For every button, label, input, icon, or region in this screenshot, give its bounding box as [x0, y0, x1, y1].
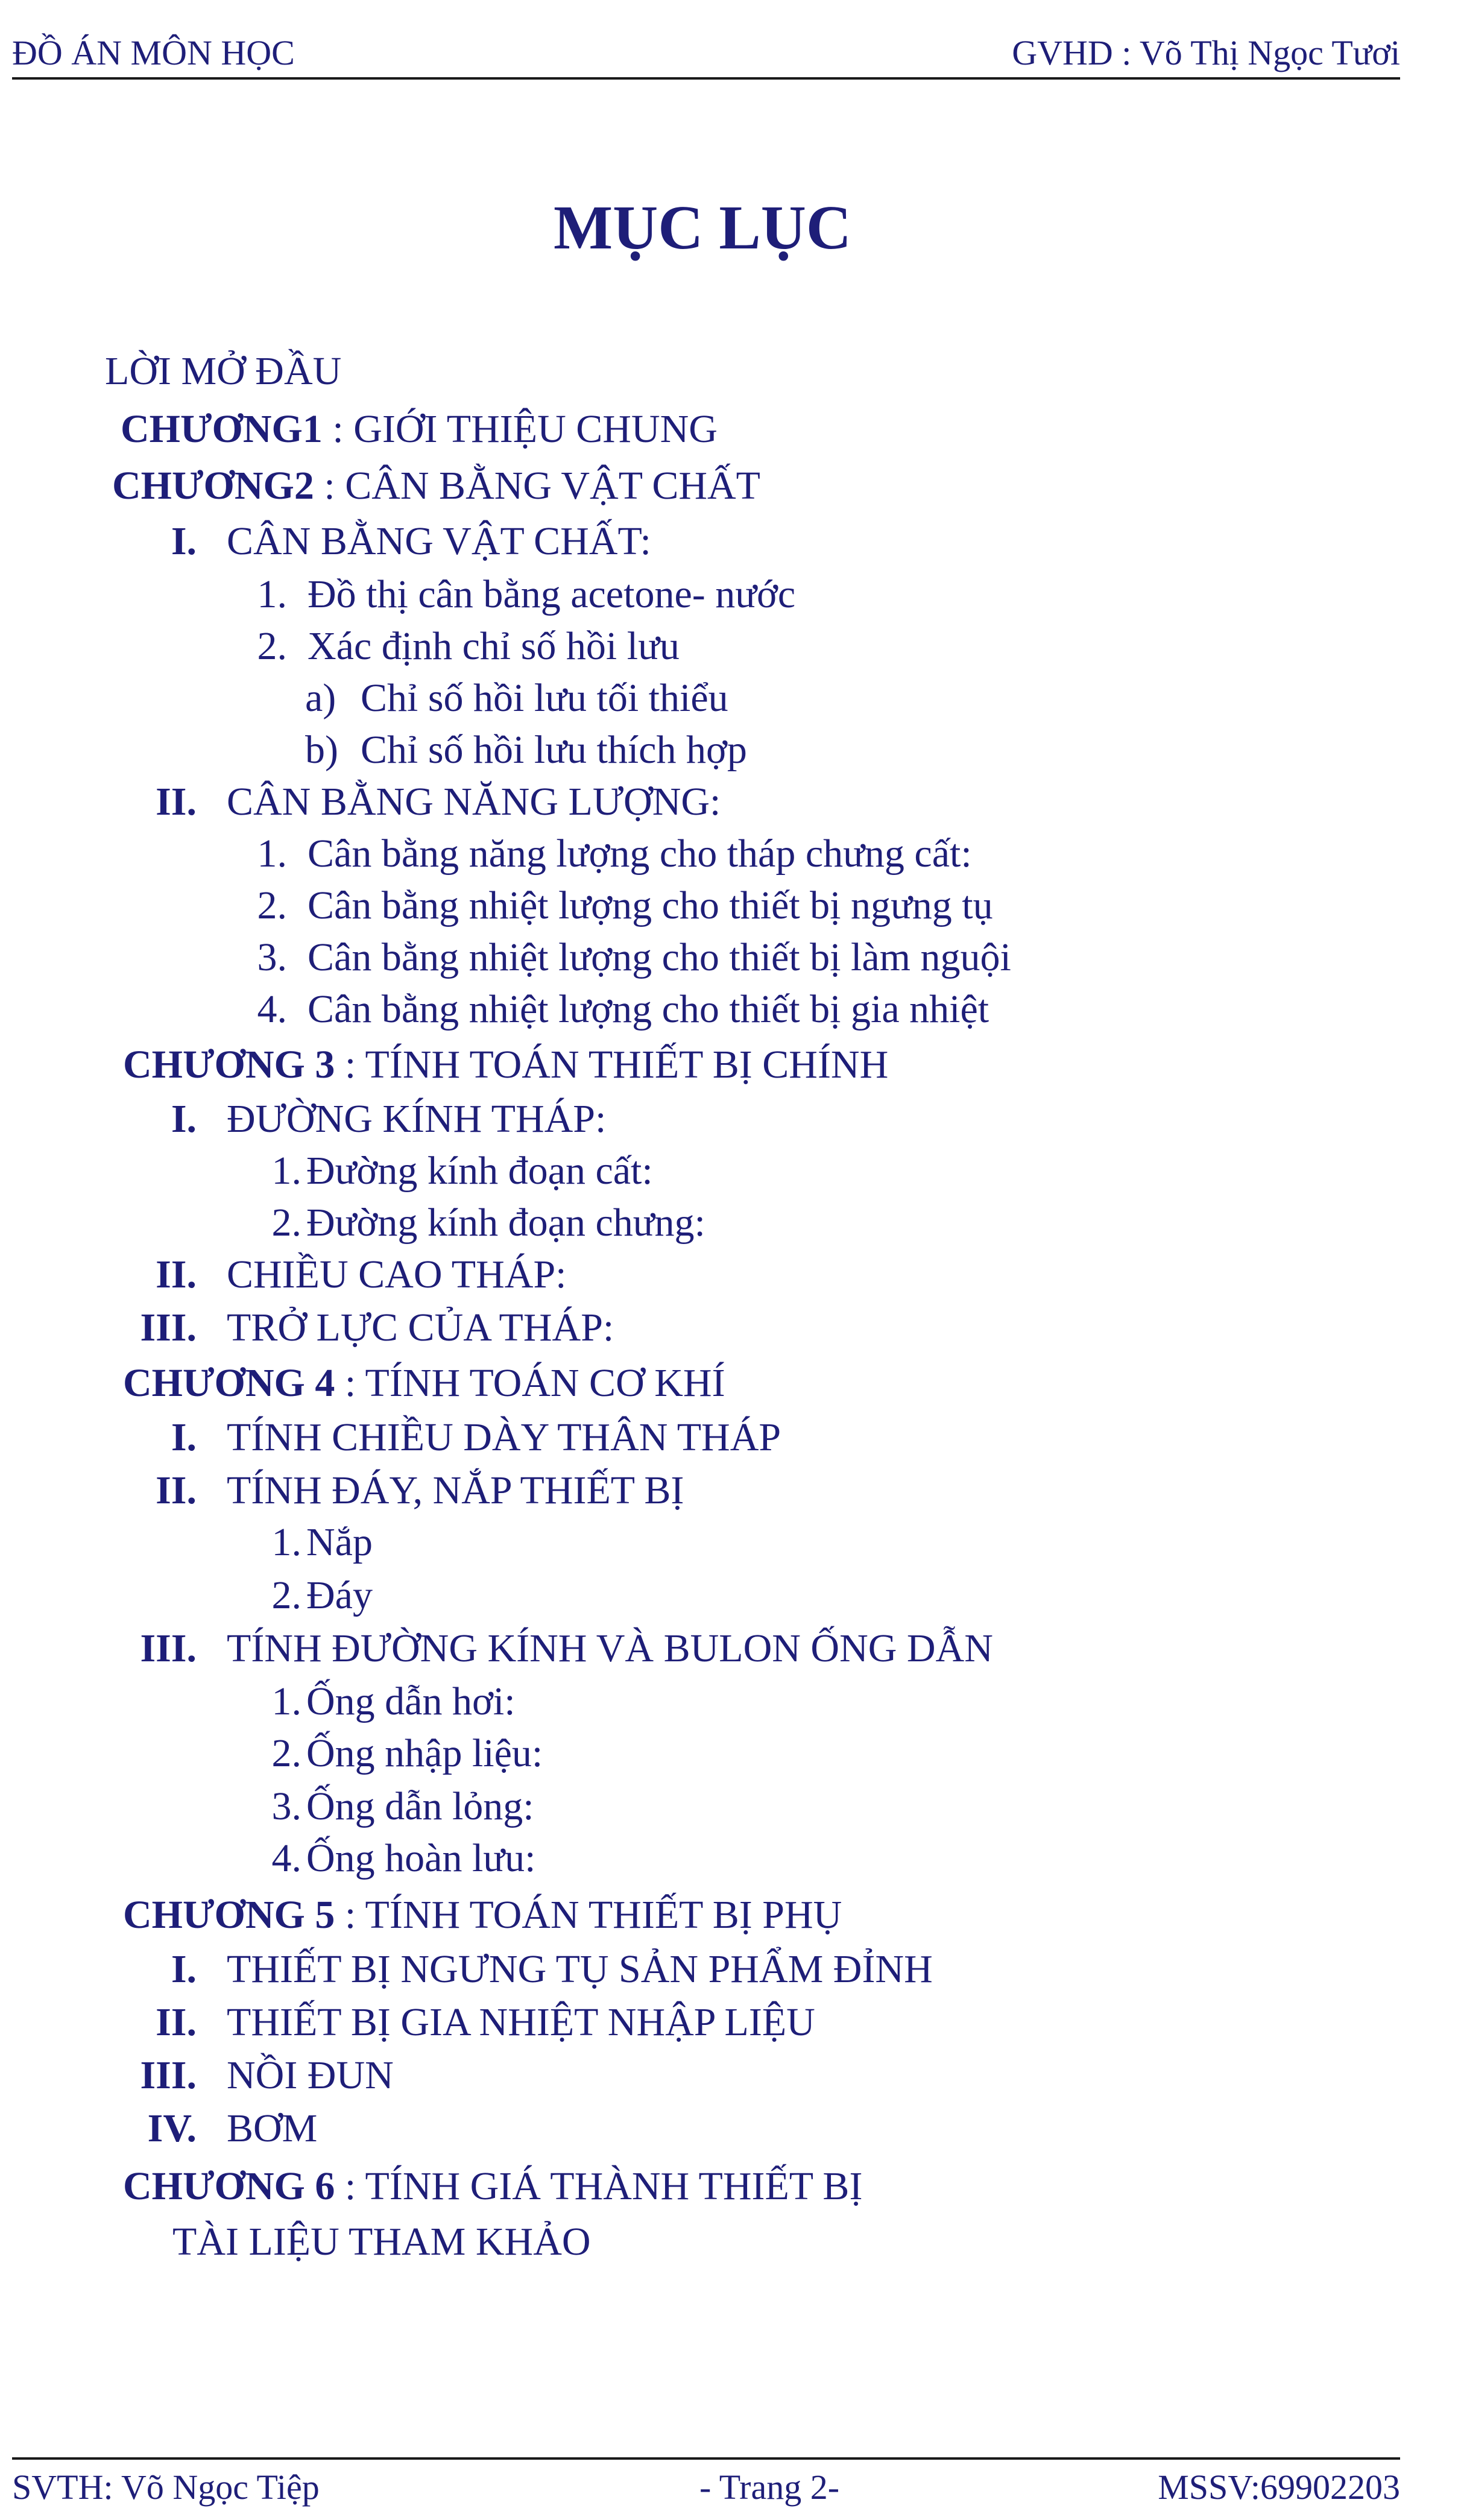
toc-intro: LỜI MỞ ĐẦU [105, 349, 342, 393]
section-title: TÍNH ĐÁY, NẮP THIẾT BỊ [227, 1468, 684, 1512]
section-title: ĐƯỜNG KÍNH THÁP: [227, 1097, 607, 1141]
chapter-title: : TÍNH TOÁN THIẾT BỊ PHỤ [335, 1893, 842, 1937]
section-title: TÍNH CHIỀU DÀY THÂN THÁP [227, 1415, 781, 1459]
chapter-title: : TÍNH TOÁN THIẾT BỊ CHÍNH [335, 1043, 889, 1087]
chapter-title: : GIỚI THIỆU CHUNG [322, 407, 718, 451]
section-number: I. [171, 1097, 197, 1141]
chapter-label: CHƯƠNG2 [112, 464, 314, 508]
toc-section [130, 1251, 566, 1299]
item-number: 2. [271, 1731, 301, 1775]
toc-section [130, 2051, 394, 2100]
toc-chapter-4 [123, 1359, 725, 1407]
item-text: Cân bằng nhiệt lượng cho thiết bị làm nguội [308, 935, 1011, 979]
item-number: 1. [257, 572, 287, 616]
toc-chapter-2 [112, 462, 760, 510]
item-text: Xác định chỉ số hồi lưu [308, 624, 680, 668]
toc-subitem [305, 726, 747, 774]
subitem-text: Chỉ số hồi lưu thích hợp [361, 728, 747, 772]
item-number: 2. [271, 1573, 301, 1617]
chapter-label: CHƯƠNG 4 [123, 1361, 335, 1405]
section-number: IV. [147, 2106, 197, 2150]
item-number: 1. [257, 832, 287, 876]
toc-section [130, 1945, 933, 1994]
item-text: Đồ thị cân bằng acetone- nước [308, 572, 796, 616]
item-number: 4. [257, 987, 287, 1031]
item-text: Cân bằng nhiệt lượng cho thiết bị gia nhiệt [308, 987, 989, 1031]
toc-item [265, 1783, 534, 1831]
item-number: 1. [271, 1679, 301, 1723]
subitem-letter: b) [305, 728, 338, 772]
toc-section [130, 1998, 815, 2047]
header-course: ĐỒ ÁN MÔN HỌC [12, 33, 295, 72]
footer-student: SVTH: Võ Ngọc Tiệp [12, 2468, 320, 2507]
chapter-label: CHƯƠNG 6 [123, 2164, 335, 2208]
subitem-letter: a) [305, 676, 336, 720]
header-instructor: GVHD : Võ Thị Ngọc Tươi [1012, 33, 1400, 72]
item-number: 3. [271, 1784, 301, 1828]
subitem-text: Chỉ số hồi lưu tối thiểu [361, 676, 728, 720]
section-title: NỒI ĐUN [227, 2053, 394, 2097]
item-text: Cân bằng nhiệt lượng cho thiết bị ngưng tụ [308, 883, 993, 927]
page-header [12, 29, 1400, 80]
toc-subitem [305, 674, 728, 722]
section-number: II. [156, 1252, 197, 1296]
toc-chapter-3 [123, 1041, 888, 1089]
item-text: Đáy [306, 1573, 373, 1617]
section-title: TRỞ LỰC CỦA THÁP: [227, 1306, 614, 1350]
item-number: 2. [257, 883, 287, 927]
section-title: TÍNH ĐƯỜNG KÍNH VÀ BULON ỐNG DẪN [227, 1626, 993, 1670]
section-number: II. [156, 780, 197, 824]
footer-page-number: - Trang 2- [699, 2468, 840, 2507]
section-number: I. [171, 1415, 197, 1459]
toc-section [130, 2105, 317, 2153]
toc-chapter-1 [121, 405, 718, 453]
item-number: 2. [257, 624, 287, 668]
section-number: II. [156, 2000, 197, 2044]
item-text: Nắp [306, 1520, 373, 1564]
toc-item [265, 1678, 516, 1726]
section-title: CHIỀU CAO THÁP: [227, 1252, 567, 1296]
item-text: Ống dẫn lỏng: [306, 1784, 534, 1828]
section-title: CÂN BẰNG VẬT CHẤT: [227, 519, 651, 563]
section-title: BƠM [227, 2106, 318, 2150]
toc-item [265, 1147, 653, 1195]
toc-item [251, 570, 795, 619]
toc-section [130, 1413, 781, 1462]
toc-item [251, 830, 972, 878]
item-number: 4. [271, 1836, 301, 1880]
section-number: II. [156, 1468, 197, 1512]
item-number: 2. [271, 1201, 301, 1245]
toc-item [251, 882, 993, 930]
item-text: Ống nhập liệu: [306, 1731, 543, 1775]
item-text: Ống hoàn lưu: [306, 1836, 536, 1880]
section-number: III. [140, 1306, 197, 1350]
item-number: 1. [271, 1520, 301, 1564]
chapter-title: : TÍNH TOÁN CƠ KHÍ [335, 1361, 725, 1405]
toc-section [130, 1467, 684, 1515]
chapter-title: : CÂN BẰNG VẬT CHẤT [314, 464, 760, 508]
chapter-label: CHƯƠNG 3 [123, 1043, 335, 1087]
toc-item [265, 1729, 543, 1778]
section-number: III. [140, 2053, 197, 2097]
toc-section [130, 1625, 993, 1673]
toc-item [251, 622, 680, 671]
section-title: THIẾT BỊ GIA NHIỆT NHẬP LIỆU [227, 2000, 815, 2044]
toc-item [265, 1518, 373, 1567]
item-number: 3. [257, 935, 287, 979]
item-text: Đường kính đoạn chưng: [306, 1201, 705, 1245]
chapter-title: : TÍNH GIÁ THÀNH THIẾT BỊ [335, 2164, 863, 2208]
chapter-label: CHƯƠNG 5 [123, 1893, 335, 1937]
page-title: MỤC LỤC [554, 193, 851, 262]
page-footer [12, 2457, 1400, 2508]
chapter-label: CHƯƠNG1 [121, 407, 323, 451]
toc-section [130, 778, 721, 826]
item-number: 1. [271, 1149, 301, 1193]
footer-student-id: MSSV:69902203 [1158, 2468, 1400, 2507]
item-text: Ống dẫn hơi: [306, 1679, 516, 1723]
toc-section [130, 517, 651, 566]
toc-item [265, 1571, 373, 1620]
section-number: III. [140, 1626, 197, 1670]
section-title: THIẾT BỊ NGƯNG TỤ SẢN PHẨM ĐỈNH [227, 1947, 933, 1991]
toc-chapter-6 [123, 2162, 862, 2211]
toc-section [130, 1304, 614, 1352]
toc-item [251, 985, 989, 1034]
toc-item [265, 1834, 535, 1883]
section-title: CÂN BẰNG NĂNG LƯỢNG: [227, 780, 721, 824]
toc-section [130, 1095, 606, 1143]
toc-item [265, 1199, 705, 1247]
toc-references: TÀI LIỆU THAM KHẢO [172, 2220, 591, 2264]
section-number: I. [171, 1947, 197, 1991]
item-text: Cân bằng năng lượng cho tháp chưng cất: [308, 832, 972, 876]
toc-item [251, 933, 1011, 982]
toc-chapter-5 [123, 1891, 842, 1939]
section-number: I. [171, 519, 197, 563]
item-text: Đường kính đoạn cất: [306, 1149, 653, 1193]
